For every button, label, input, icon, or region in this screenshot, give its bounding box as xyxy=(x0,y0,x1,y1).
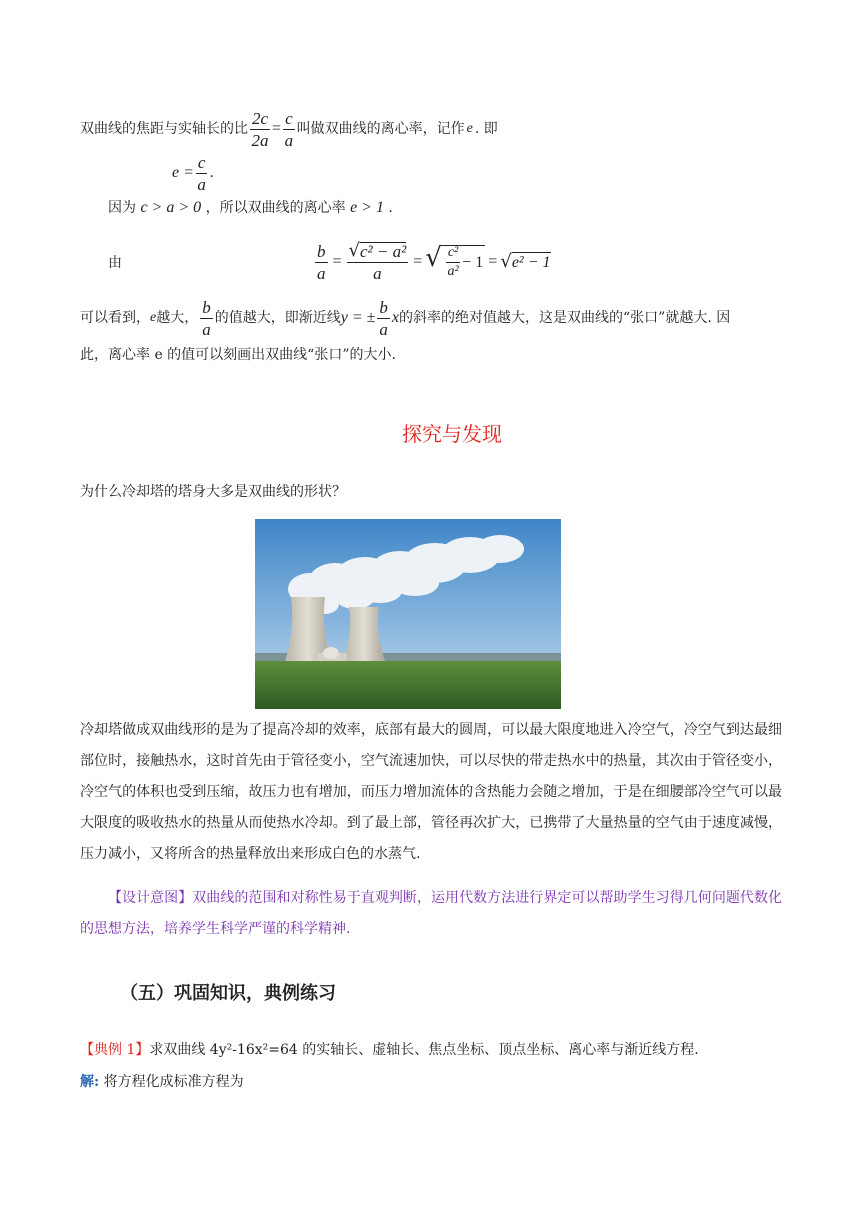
asymptote-expression: y = ± xyxy=(340,309,376,326)
fraction-numerator: b xyxy=(317,241,326,261)
example-text: 求双曲线 4y²-16x²=64 的实轴长、虚轴长、焦点坐标、顶点坐标、离心率与渐近线方程. xyxy=(149,1042,699,1058)
minus-one: − 1 xyxy=(462,253,484,271)
design-intent xyxy=(80,883,782,945)
symbol-e: e xyxy=(150,310,157,325)
formula-lhs: e = xyxy=(172,164,194,181)
fraction-b-a xyxy=(377,299,390,338)
fraction-numerator: b xyxy=(202,297,211,317)
design-intent-label: 【设计意图】 xyxy=(108,890,193,906)
fraction-denominator: a xyxy=(373,264,382,283)
equals-sign: = xyxy=(332,253,342,270)
symbol-x: x xyxy=(391,309,400,326)
cooling-tower-photo xyxy=(255,519,561,709)
solution-label: 解: xyxy=(80,1074,100,1090)
fraction-denominator: a xyxy=(379,319,388,339)
definition-end: . 即 xyxy=(474,121,498,137)
fraction-denominator: a xyxy=(197,174,206,194)
fraction-numerator: 2c xyxy=(252,108,269,128)
fraction-denominator: a xyxy=(317,263,326,283)
fraction-numerator xyxy=(347,242,409,263)
fraction-b-a xyxy=(315,243,328,282)
formula-end: . xyxy=(209,165,214,181)
radicand: e² − 1 xyxy=(511,253,551,271)
inequality-e-1: e > 1 xyxy=(350,199,384,216)
eccentricity-definition xyxy=(80,108,498,150)
text: 的值越大，即渐近线 xyxy=(214,310,341,326)
from-label: 由 xyxy=(108,255,122,271)
sqrt-expression xyxy=(425,245,485,279)
inequality-c-a-0: c > a > 0 xyxy=(140,199,202,216)
symbol-e: e xyxy=(466,121,473,136)
text: 可以看到， xyxy=(80,310,150,326)
fraction-numerator: c xyxy=(285,108,293,128)
equals-sign: = xyxy=(413,253,423,270)
solution-line xyxy=(80,1072,244,1092)
paragraph-asymptote-line1 xyxy=(80,296,730,340)
fraction-denominator: a² xyxy=(447,264,459,279)
example-1 xyxy=(80,1040,699,1060)
fraction-numerator: c xyxy=(197,152,206,172)
fraction-numerator: c² xyxy=(446,246,460,263)
solution-text: 将方程化成标准方程为 xyxy=(99,1074,244,1090)
cooling-tower-illustration xyxy=(255,519,561,709)
because-line xyxy=(108,198,393,218)
fraction-denominator: 2a xyxy=(251,130,269,150)
because-mid: ，所以双曲线的离心率 xyxy=(205,200,346,216)
example-label: 【典例 1】 xyxy=(80,1042,150,1058)
text: 越大， xyxy=(156,310,199,326)
radical-sign-icon: √ xyxy=(425,243,442,273)
definition-suffix: 叫做双曲线的离心率，记作 xyxy=(296,121,465,137)
radicand xyxy=(442,245,485,279)
design-intent-text: 双曲线的范围和对称性易于直观判断，运用代数方法进行界定可以帮助学生习得几何问题代数化的思想方法，培养学生科学严谨的科学精神. xyxy=(80,890,783,937)
sqrt-e2-minus-1 xyxy=(500,252,550,273)
fraction-2c-2a xyxy=(250,110,270,149)
text: 的斜率的绝对值越大，这是双曲线的“张口”就越大. 因 xyxy=(399,310,731,326)
radical-sign-icon: √ xyxy=(348,240,361,261)
fraction-numerator: b xyxy=(379,297,388,317)
definition-prefix: 双曲线的焦距与实轴长的比 xyxy=(80,121,248,137)
radicand: c² − a² xyxy=(360,242,407,261)
paragraph-asymptote-line2: 此，离心率 e 的值可以刻画出双曲线“张口”的大小. xyxy=(80,347,396,363)
equals-sign: = xyxy=(488,253,498,270)
derivation-equation xyxy=(313,238,551,286)
equals-sign: = xyxy=(272,120,282,137)
because-end: . xyxy=(388,200,393,216)
explore-heading: 探究与发现 xyxy=(402,422,502,446)
fraction-c-a xyxy=(196,154,208,193)
fraction-sqrt-over-a xyxy=(347,242,409,282)
fraction-c-a xyxy=(283,110,295,149)
fraction-c2-a2 xyxy=(446,246,460,279)
radical-sign-icon: √ xyxy=(500,251,512,272)
eccentricity-formula xyxy=(172,152,214,194)
cooling-tower-answer: 冷却塔做成双曲线形的是为了提高冷却的效率，底部有最大的圆周，可以最大限度地进入冷空气，冷空气到达最细部位时，接触热水，这时首先由于管径变小，空气流速加快，可以尽快的带走热水中的热量，其次由于管径变小，冷空气的体积也受到压缩，故压力也有增加，而压力增加流体的含热能力会随之增加，于是在细腰部冷空气可以最大限度的吸收热水的热量从而使热水冷却。到了最上部，管径再次扩大，已携带了大量热量的空气由于速度减慢，压力减小，又将所含的热量释放出来形成白色的水蒸气. xyxy=(80,722,782,862)
fraction-denominator: a xyxy=(202,319,211,339)
because-prefix: 因为 xyxy=(108,200,136,216)
fraction-b-a xyxy=(200,299,213,338)
fraction-denominator: a xyxy=(284,130,294,150)
cooling-tower-question: 为什么冷却塔的塔身大多是双曲线的形状？ xyxy=(80,484,346,500)
section-title: （五）巩固知识，典例练习 xyxy=(120,983,336,1004)
